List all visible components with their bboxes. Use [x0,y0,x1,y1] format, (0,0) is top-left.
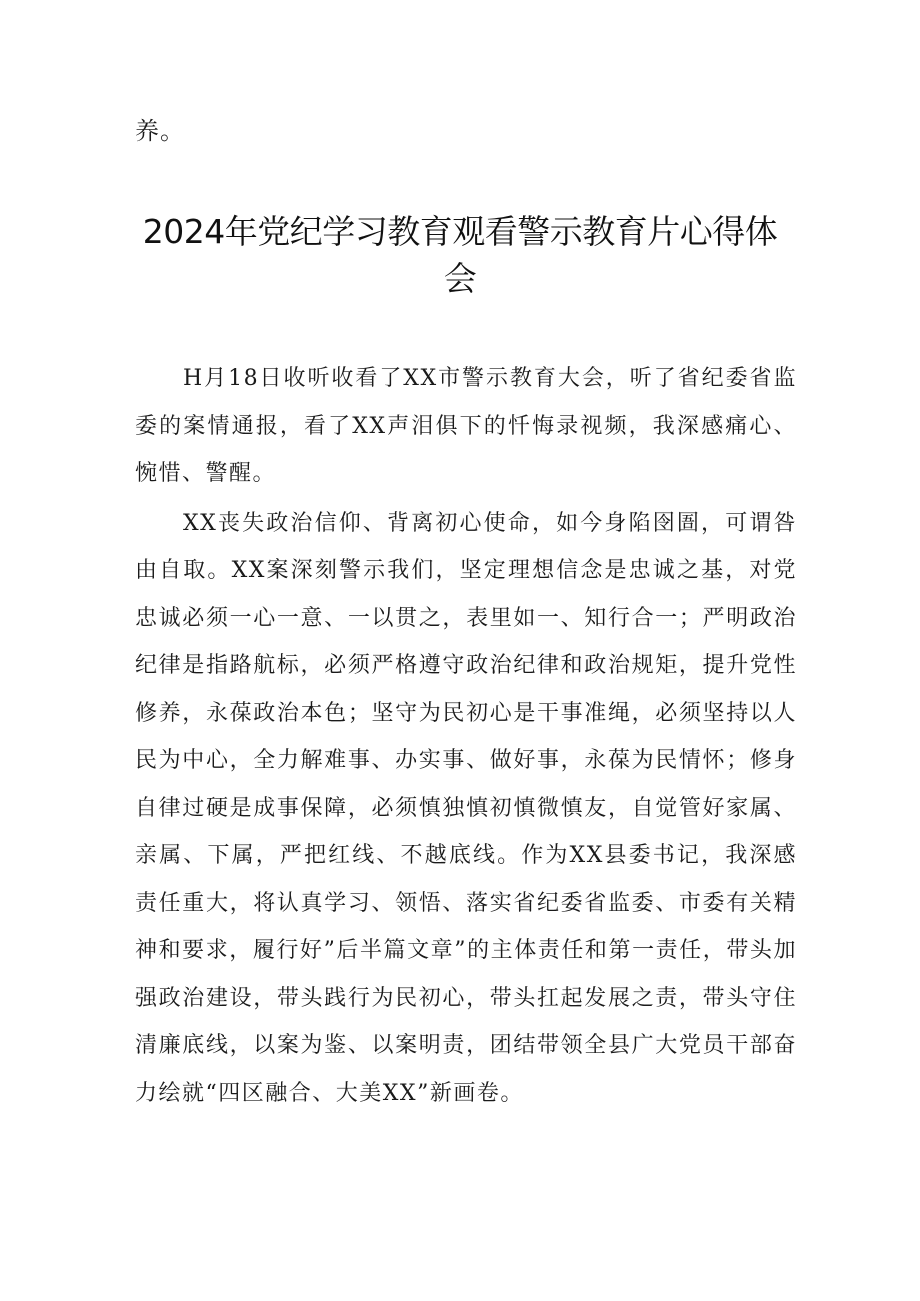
paragraph-1: H月18日收听收看了XX市警示教育大会，听了省纪委省监委的案情通报，看了XX声泪俱下的忏悔录视频，我深感痛心、惋惜、警醒。 [135,366,797,486]
paragraph-2: XX丧失政治信仰、背离初心使命，如今身陷囹圄，可谓咎由自取。XX案深刻警示我们，坚定理想信念是忠诚之基，对党忠诚必须一心一意、一以贯之，表里如一、知行合一；严明政治纪律是指路航标，必须严格遵守政治纪律和政治规矩，提升党性修养，永葆政治本色；坚守为民初心是干事准绳，必须坚持以人民为中心，全力解难事、办实事、做好事，永葆为民情怀；修身自律过硬是成事保障，必须慎独慎初慎微慎友，自觉管好家属、亲属、下属，严把红线、不越底线。作为XX县委书记，我深感责任重大，将认真学习、领悟、落实省纪委省监委、市委有关精神和要求，履行好”后半篇文章”的主体责任和第一责任，带头加强政治建设，带头践行为民初心，带头扛起发展之责，带头守住清廉底线，以案为鉴、以案明责，团结带领全县广大党员干部奋力绘就“四区融合、大美XX”新画卷。 [135,510,797,1106]
document-body [135,355,797,1117]
document-title: 2024年党纪学习教育观看警示教育片心得体会 [142,212,778,298]
carryover-text: 养。 [135,117,185,145]
